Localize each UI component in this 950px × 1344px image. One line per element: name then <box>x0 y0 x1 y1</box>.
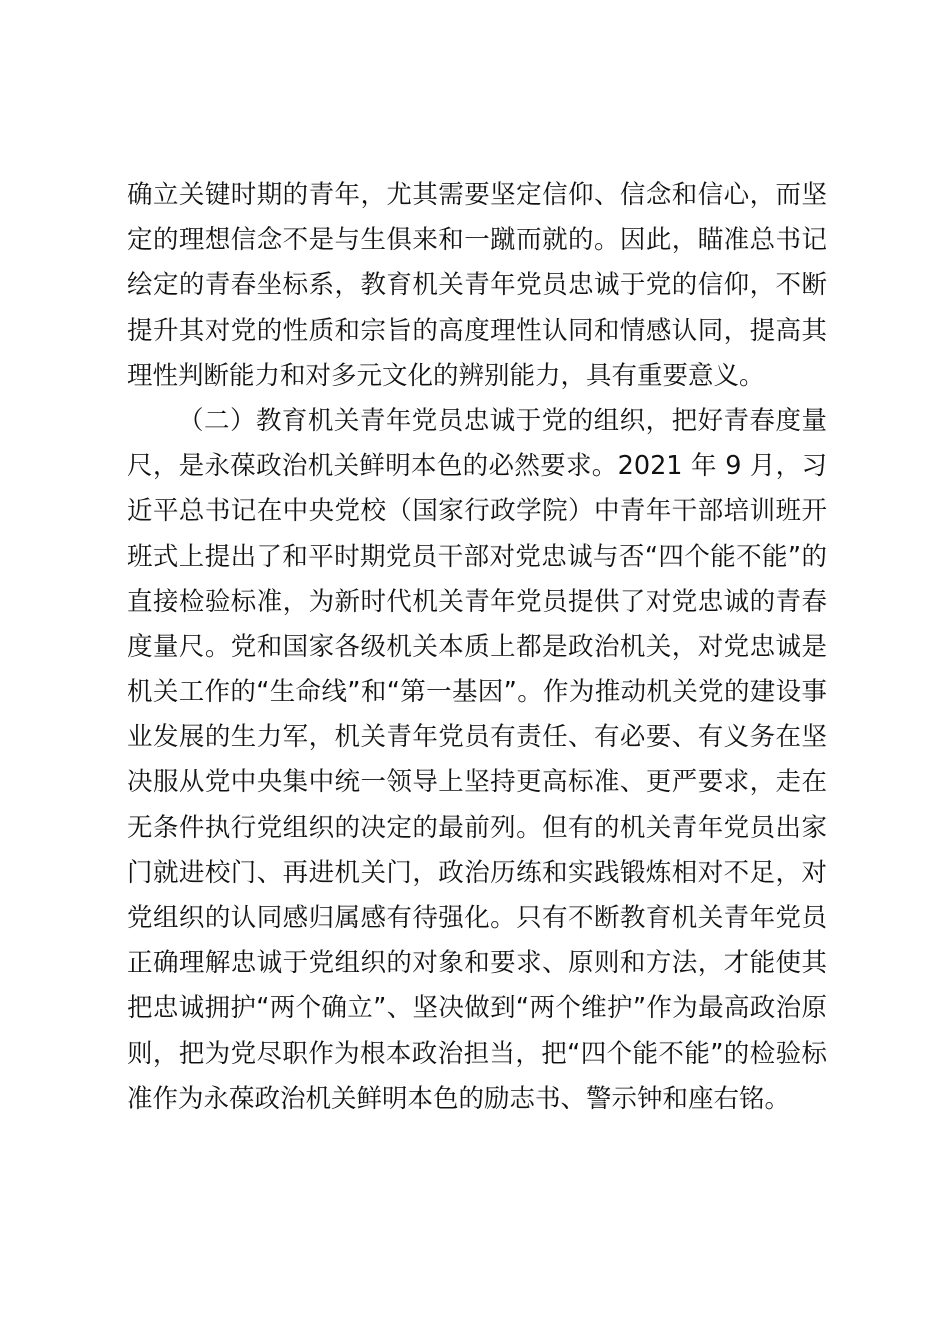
paragraph-2-line-7: 机关工作的“生命线”和“第一基因”。作为推动机关党的建设事 <box>127 677 827 708</box>
paragraph-2-line-5: 直接检验标准，为新时代机关青年党员提供了对党忠诚的青春 <box>127 586 827 617</box>
paragraph-2-line-15: 则，把为党尽职作为根本政治担当，把“四个能不能”的检验标 <box>127 1038 827 1069</box>
paragraph-2-line-3: 近平总书记在中央党校（国家行政学院）中青年干部培训班开 <box>127 496 827 527</box>
paragraph-2-line-12: 党组织的认同感归属感有待强化。只有不断教育机关青年党员 <box>127 903 827 933</box>
paragraph-2-line-11: 门就进校门、再进机关门，政治历练和实践锻炼相对不足，对 <box>127 857 827 888</box>
paragraph-2-line-8: 业发展的生力军，机关青年党员有责任、有必要、有义务在坚 <box>127 722 827 753</box>
paragraph-2-line-6: 度量尺。党和国家各级机关本质上都是政治机关，对党忠诚是 <box>127 631 827 662</box>
paragraph-1-line-1: 确立关键时期的青年，尤其需要坚定信仰、信念和信心，而坚 <box>127 180 827 210</box>
paragraph-2-line-14: 把忠诚拥护“两个确立”、坚决做到“两个维护”作为最高政治原 <box>127 993 827 1024</box>
body-text <box>127 173 827 1122</box>
paragraph-2-line-9: 决服从党中央集中统一领导上坚持更高标准、更严要求，走在 <box>127 767 827 798</box>
paragraph-1-line-2: 定的理想信念不是与生俱来和一蹴而就的。因此，瞄准总书记 <box>127 225 827 256</box>
paragraph-2-line-13: 正确理解忠诚于党组织的对象和要求、原则和方法，才能使其 <box>127 948 827 979</box>
paragraph-2-line-10: 无条件执行党组织的决定的最前列。但有的机关青年党员出家 <box>127 812 827 843</box>
paragraph-1-line-4: 提升其对党的性质和宗旨的高度理性认同和情感认同，提高其 <box>127 315 827 346</box>
paragraph-2-line-2: 尺，是永葆政治机关鲜明本色的必然要求。2021 年 9 月，习 <box>127 451 827 482</box>
paragraph-2-line-4: 班式上提出了和平时期党员干部对党忠诚与否“四个能不能”的 <box>127 541 827 572</box>
paragraph-2-line-1: （二）教育机关青年党员忠诚于党的组织，把好青春度量 <box>178 405 827 436</box>
paragraph-1-line-3: 绘定的青春坐标系，教育机关青年党员忠诚于党的信仰，不断 <box>127 270 827 301</box>
paragraph-1-line-5: 理性判断能力和对多元文化的辨别能力，具有重要意义。 <box>127 360 765 391</box>
paragraph-2-line-16: 准作为永葆政治机关鲜明本色的励志书、警示钟和座右铭。 <box>127 1083 791 1114</box>
